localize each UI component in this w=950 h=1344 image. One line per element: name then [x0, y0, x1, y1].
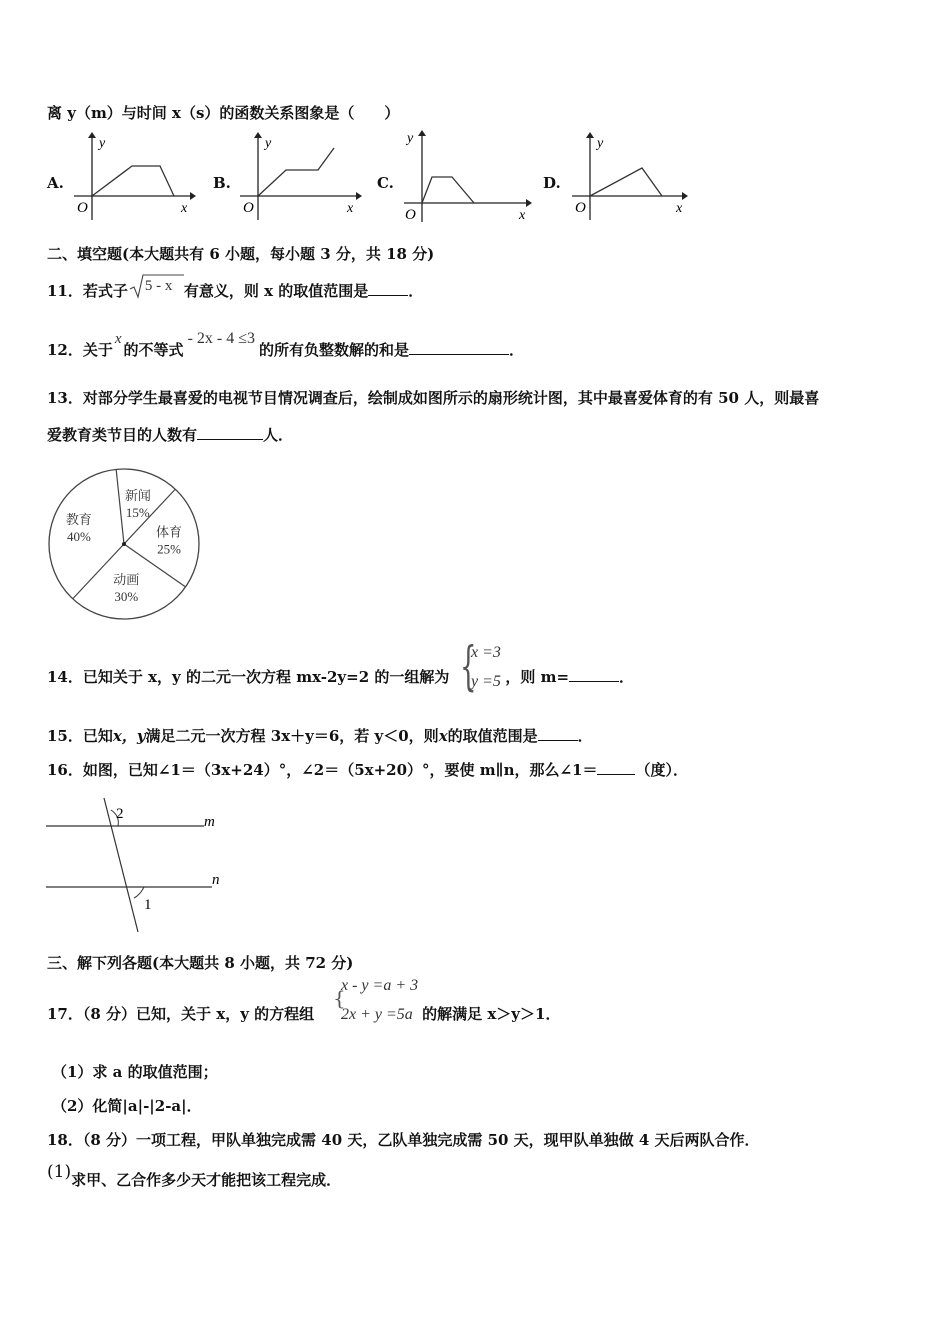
option-d-graph — [570, 130, 695, 222]
q14-answer-blank[interactable] — [569, 667, 619, 682]
q15-answer-blank[interactable] — [538, 726, 578, 741]
option-a-letter: A. — [47, 174, 64, 192]
q11-suffix: 有意义，则 x 的取值范围是 — [183, 282, 369, 300]
q11-answer-blank[interactable] — [368, 281, 408, 296]
question-17-part-2: （2）化简|a|-|2-a|． — [52, 1097, 202, 1115]
option-c-letter: C. — [377, 174, 394, 192]
q13-end: 人． — [263, 426, 294, 444]
q15-vars: x，y — [112, 727, 146, 745]
q17-equation-2: 2x + y =5a — [341, 1006, 413, 1023]
section-3-heading: 三、解下列各题(本大题共 8 小题，共 72 分) — [47, 954, 354, 972]
option-d-x-label: x — [676, 201, 683, 216]
q15-prefix: 15．已知 — [47, 727, 113, 745]
line-n-label: n — [212, 872, 220, 888]
q12-prefix: 12．关于 — [47, 341, 113, 359]
q14-equation-1: x =3 — [471, 644, 501, 661]
pie-slice-label: 新闻 — [124, 487, 151, 503]
q14-prefix: 14．已知关于 x，y 的二元一次方程 mx-2y=2 的一组解为 — [47, 668, 450, 686]
q16-answer-blank[interactable] — [597, 760, 635, 775]
pie-center-dot — [122, 542, 126, 546]
pie-slice-percent: 15% — [125, 504, 150, 520]
q12-variable: x — [114, 331, 122, 347]
q12-mid: 的不等式 — [123, 341, 184, 359]
question-16 — [47, 760, 688, 780]
q12-end: ． — [509, 341, 525, 359]
pie-chart — [44, 466, 204, 626]
option-a-origin-label: O — [77, 200, 88, 216]
q13-answer-blank[interactable] — [197, 425, 263, 440]
pie-slice-label: 体育 — [156, 524, 183, 540]
q12-suffix: 的所有负整数解的和是 — [259, 341, 410, 359]
question-17-part-1: （1）求 a 的取值范围； — [52, 1063, 218, 1081]
question-11 — [47, 278, 424, 301]
option-d-y-label: y — [597, 136, 604, 151]
question-15 — [47, 726, 593, 746]
q15-suffix: 的取值范围是 — [447, 727, 538, 745]
option-b-origin-label: O — [243, 200, 254, 216]
question-13-line-2 — [47, 425, 293, 445]
option-d-origin-label: O — [575, 200, 586, 216]
question-10-tail: 离 y（m）与时间 x（s）的函数关系图象是（ ） — [47, 104, 400, 122]
angle-2-label: 2 — [116, 806, 124, 822]
option-a-x-label: x — [181, 201, 188, 216]
q17-brace-icon: { — [333, 986, 346, 1010]
angle-1-label: 1 — [144, 897, 152, 913]
q18-part-text: 求甲、乙合作多少天才能把该工程完成． — [71, 1171, 342, 1189]
q14-brace-icon: { — [460, 637, 477, 697]
section-2-heading: 二、填空题(本大题共有 6 小题，每小题 3 分，共 18 分) — [47, 245, 435, 263]
q14-suffix: ，则 m= — [505, 668, 570, 686]
option-a-y-label: y — [99, 136, 106, 151]
q11-radicand: 5 - x — [144, 278, 173, 294]
q12-answer-blank[interactable] — [409, 340, 509, 355]
q15-mid: 满足二元一次方程 3x＋y＝6，若 y＜0，则 — [145, 727, 439, 745]
q18-part-number: (1) — [47, 1162, 72, 1182]
q17-equation-1: x - y =a + 3 — [341, 977, 419, 994]
question-17 — [47, 1004, 560, 1024]
q13-text: 爱教育类节目的人数有 — [47, 426, 198, 444]
option-c-y-label: y — [407, 131, 414, 146]
option-b-x-label: x — [347, 201, 354, 216]
option-b-y-label: y — [265, 136, 272, 151]
option-b-letter: B. — [213, 174, 231, 192]
option-c-x-label: x — [519, 208, 526, 223]
q16-end: （度）． — [635, 761, 688, 779]
option-b-graph — [238, 130, 363, 222]
q16-text: 16．如图，已知∠1＝（3x+24）°，∠2＝（5x+20）°，要使 m∥n，那么∠1＝ — [47, 761, 598, 779]
question-18-part-1 — [47, 1162, 342, 1190]
option-a-graph — [72, 130, 197, 222]
q12-inequality: - 2x - 4 ≤3 — [187, 330, 255, 347]
pie-slice-label: 动画 — [113, 572, 140, 588]
question-18: 18．（8 分）一项工程，甲队单独完成需 40 天，乙队单独完成需 50 天，现甲队单独做 4 天后两队合作． — [47, 1131, 760, 1149]
pie-slice-percent: 25% — [157, 541, 181, 557]
parallel-lines-figure — [44, 796, 234, 936]
q14-equation-2: y =5 — [471, 673, 501, 690]
q17-suffix: 的解满足 x＞y＞1． — [422, 1005, 561, 1023]
q11-prefix: 11．若式子 — [47, 282, 128, 300]
pie-slice-percent: 40% — [66, 528, 91, 544]
pie-slice-label: 教育 — [65, 511, 92, 527]
q14-end: ． — [619, 668, 635, 686]
question-14 — [47, 667, 634, 687]
pie-slice-percent: 30% — [114, 589, 139, 605]
q11-end: ． — [408, 282, 424, 300]
q15-var: x — [438, 727, 448, 745]
option-d-letter: D. — [543, 174, 561, 192]
option-c-origin-label: O — [405, 207, 416, 223]
question-13-line-1: 13．对部分学生最喜爱的电视节目情况调查后，绘制成如图所示的扇形统计图，其中最喜爱体育的有 50 人，则最喜 — [47, 389, 820, 407]
pie-slice-boundary — [116, 469, 124, 544]
question-12 — [47, 330, 525, 361]
q15-end: ． — [577, 727, 593, 745]
q11-radical — [128, 278, 184, 301]
option-c-graph — [402, 128, 534, 224]
line-m-label: m — [204, 814, 215, 830]
q17-prefix: 17．（8 分）已知，关于 x，y 的方程组 — [47, 1005, 315, 1023]
